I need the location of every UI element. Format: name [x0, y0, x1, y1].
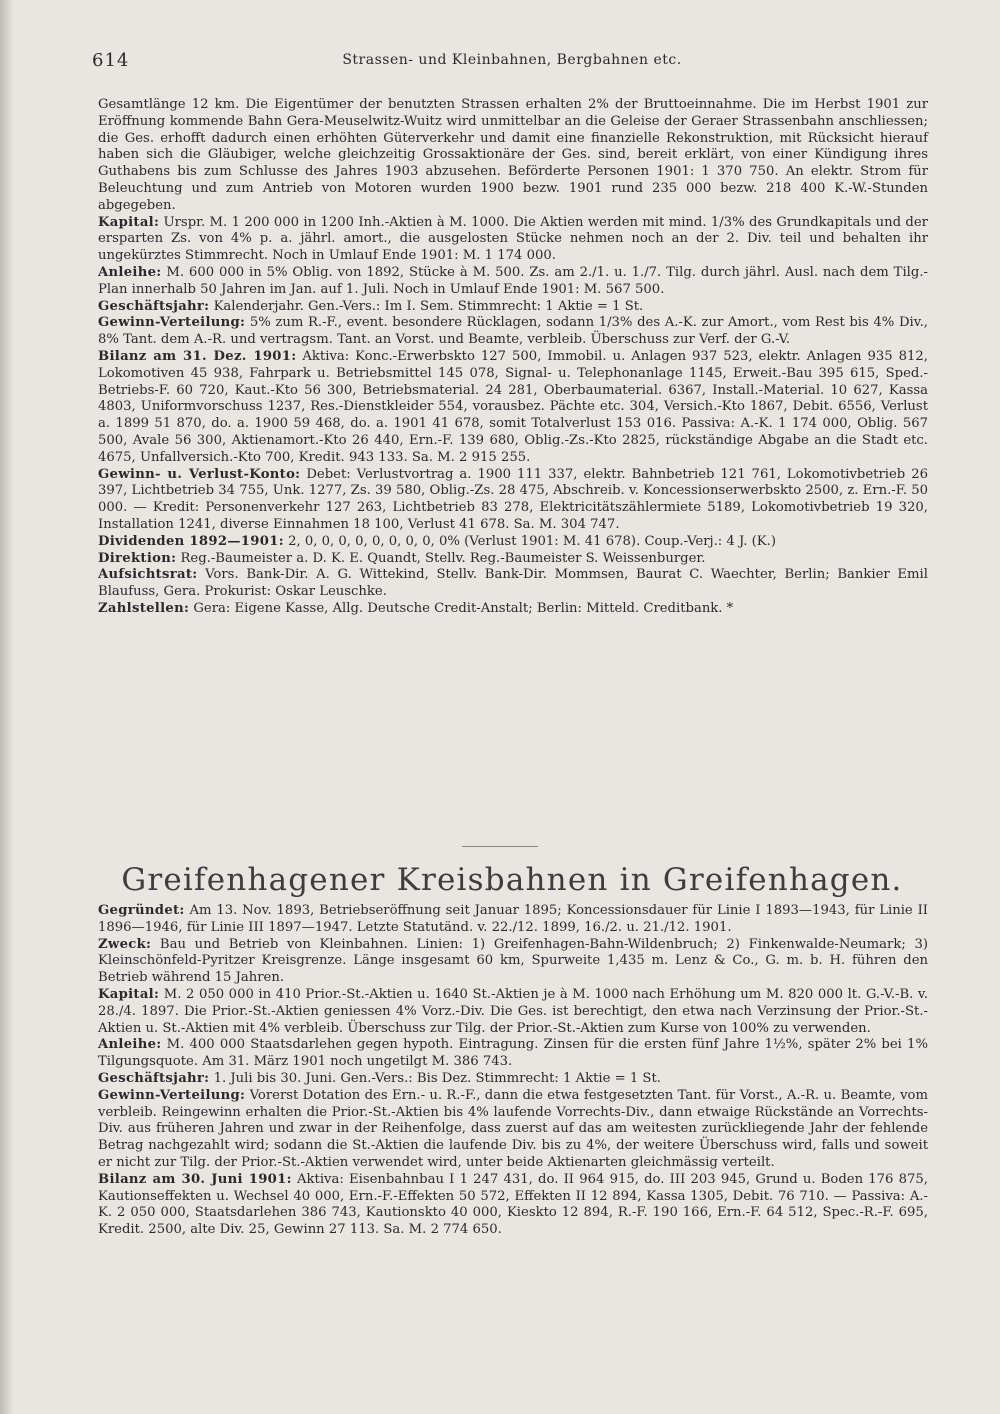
entry-key: Gewinn-Verteilung:: [98, 1087, 246, 1103]
company-heading: Greifenhagener Kreisbahnen in Greifenhagen.: [121, 862, 903, 898]
entry-text: 1. Juli bis 30. Juni. Gen.-Vers.: Bis Dez. Stimmrecht: 1 Aktie = 1 St.: [213, 1070, 661, 1086]
entry-text: Aktiva: Konc.-Erwerbskto 127 500, Immobil. u. Anlagen 937 523, elektr. Anlagen 935 812, Lokomotiven 45 938, Fahrpark u. Betriebsmittel 145 078, Signal- u. Telephonanlage 1145, Erweit.-Bau 395 615, Sped.-Betriebs-F. 60 720, Kaut.-Kto 56 300, Betriebsmaterial. 24 281, Oberbaumaterial. 6367, Install.-Material. 10 627, Kassa 4803, Uniformvorschuss 1237, Res.-Dienstkleider 554, vorausbez. Pächte etc. 304, Versich.-Kto 1867, Debit. 6556, Verlust a. 1899 51 870, do. a. 1900 59 468, do. a. 1901 41 678, somit Totalverlust 153 016. Passiva: A.-K. 1 174 000, Oblig. 567 500, Avale 56 300, Aktienamort.-Kto 26 440, Ern.-F. 139 680, Oblig.-Zs.-Kto 2825, rückständige Abgabe an die Stadt etc. 4675, Unfallversich.-Kto 700, Kredit. 943 133. Sa. M. 2 915 255.: [98, 348, 928, 465]
company-entry-continued: [98, 97, 928, 618]
entry-key: Aufsichtsrat:: [98, 567, 198, 583]
entry-text: Vors. Bank-Dir. A. G. Wittekind, Stellv. Bank-Dir. Mommsen, Baurat C. Waechter, Berlin; Bankier Emil Blaufuss, Gera. Prokurist: Oskar Leuschke.: [98, 567, 928, 600]
entry-key: Zahlstellen:: [98, 600, 190, 616]
entry-key: Geschäftsjahr:: [98, 1070, 210, 1086]
entry-text: Reg.-Baumeister a. D. K. E. Quandt, Stellv. Reg.-Baumeister S. Weissenburger.: [180, 550, 706, 566]
entry-key: Kapital:: [98, 214, 160, 230]
entry-text: 2, 0, 0, 0, 0, 0, 0, 0, 0, 0% (Verlust 1901: M. 41 678). Coup.-Verj.: 4 J. (K.): [288, 533, 776, 549]
entry-key: Dividenden 1892—1901:: [98, 533, 284, 549]
entry-paragraph: [98, 215, 928, 265]
entry-text: M. 600 000 in 5% Oblig. von 1892, Stücke à M. 500. Zs. am 2./1. u. 1./7. Tilg. durch jährl. Ausl. nach dem Tilg.-Plan innerhalb 50 Jahren im Jan. auf 1. Juli. Noch in Umlauf Ende 1901: M. 567 500.: [98, 264, 928, 297]
entry-key: Bilanz am 31. Dez. 1901:: [98, 348, 297, 364]
section-divider: [462, 846, 538, 847]
page-number: 614: [92, 50, 130, 71]
entry-paragraph: [98, 349, 928, 467]
entry-text: 5% zum R.-F., event. besondere Rücklagen, sodann 1/3% des A.-K. zur Amort., vom Rest bis 4% Div., 8% Tant. dem A.-R. und vertragsm. Tant. an Vorst. und Beamte, verbleib. Überschuss zur Verf. der G.-V.: [98, 315, 928, 348]
entry-text: M. 2 050 000 in 410 Prior.-St.-Aktien u. 1640 St.-Aktien je à M. 1000 nach Erhöhung um M. 820 000 lt. G.-V.-B. v. 28./4. 1897. Die Prior.-St.-Aktien geniessen 4% Vorz.-Div. Die Ges. ist berechtigt, den etwa nach Verzinsung der Prior.-St.-Aktien u. St.-Aktien mit 4% verbleib. Überschuss zur Tilg. der Prior.-St.-Aktien zum Kurse von 100% zu verwenden.: [98, 986, 928, 1036]
entry-paragraph: [98, 534, 928, 551]
entry-paragraph: [98, 315, 928, 349]
entry-key: Direktion:: [98, 550, 177, 566]
entry-paragraph: [98, 601, 928, 618]
entry-paragraph: [98, 1071, 928, 1088]
entry-paragraph: [98, 1088, 928, 1172]
entry-paragraph: [98, 551, 928, 568]
entry-paragraph: [98, 1037, 928, 1071]
entry-text: Bau und Betrieb von Kleinbahnen. Linien: 1) Greifenhagen-Bahn-Wildenbruch; 2) Finkenwalde-Neumark; 3) Kleinschönfeld-Pyritzer Kreisgrenze. Länge insgesamt 60 km, Spurweite 1,435 m. Lenz & Co., G. m. b. H. führen den Betrieb während 15 Jahren.: [98, 936, 928, 986]
entry-paragraph: [98, 937, 928, 987]
entry-key: Geschäftsjahr:: [98, 298, 210, 314]
entry-paragraph: [98, 903, 928, 937]
entry-key: Gewinn-Verteilung:: [98, 315, 246, 331]
entry-paragraph: [98, 265, 928, 299]
entry-text: Am 13. Nov. 1893, Betriebseröffnung seit Januar 1895; Koncessionsdauer für Linie I 1893—1943, für Linie II 1896—1946, für Linie III 1897—1947. Letzte Statutänd. v. 22./12. 1899, 16./2. u. 21./12. 1901.: [98, 903, 928, 935]
entry-text: Urspr. M. 1 200 000 in 1200 Inh.-Aktien à M. 1000. Die Aktien werden mit mind. 1/3% des Grundkapitals und der ersparten Zs. von 4% p. a. jährl. amort., die ausgelosten Stücke nehmen noch an der 2. Div. teil und behalten ihr ungekürztes Stimmrecht. Noch in Umlauf Ende 1901: M. 1 174 000.: [98, 214, 928, 264]
entry-key: Gewinn- u. Verlust-Konto:: [98, 466, 301, 482]
entry-paragraph: [98, 299, 928, 316]
entry-key: Bilanz am 30. Juni 1901:: [98, 1171, 292, 1187]
running-title: Strassen- und Kleinbahnen, Bergbahnen etc.: [342, 52, 682, 68]
entry-text: M. 400 000 Staatsdarlehen gegen hypoth. Eintragung. Zinsen für die ersten fünf Jahre 1½%, später 2% bei 1% Tilgungsquote. Am 31. März 1901 noch ungetilgt M. 386 743.: [98, 1037, 928, 1070]
entry-paragraph: [98, 97, 928, 215]
entry-text: Gera: Eigene Kasse, Allg. Deutsche Credit-Anstalt; Berlin: Mitteld. Creditbank. *: [193, 600, 734, 616]
entry-paragraph: [98, 1172, 928, 1239]
company-entry-greifenhagen: [98, 903, 928, 1239]
entry-key: Zweck:: [98, 936, 152, 952]
entry-key: Gegründet:: [98, 903, 185, 918]
entry-key: Anleihe:: [98, 264, 162, 280]
entry-text: Gesamtlänge 12 km. Die Eigentümer der benutzten Strassen erhalten 2% der Bruttoeinnahme. Die im Herbst 1901 zur Eröffnung kommende Bahn Gera-Meuselwitz-Wuitz wird unmittelbar an die Geleise der Geraer Strassenbahn anschliessen; die Ges. erhofft dadurch einen erhöhten Güterverkehr und damit eine finanzielle Rekonstruktion, mit Rücksicht hierauf haben sich die Gläubiger, welche gleichzeitig Grossaktionäre der Ges. sind, bereit erklärt, von einer Kündigung ihres Guthabens bis zum Schlusse des Jahres 1903 abzusehen. Beförderte Personen 1901: 1 370 750. An elektr. Strom für Beleuchtung und zum Antrieb von Motoren wurden 1900 bezw. 1901 rund 235 000 bezw. 218 400 K.-W.-Stunden abgegeben.: [98, 97, 928, 213]
entry-paragraph: [98, 567, 928, 601]
entry-key: Anleihe:: [98, 1037, 162, 1053]
entry-text: Aktiva: Eisenbahnbau I 1 247 431, do. II 964 915, do. III 203 945, Grund u. Boden 176 875, Kautionseffekten u. Wechsel 40 000, Ern.-F.-Effekten 50 572, Effekten II 12 894, Kassa 1305, Debit. 76 710. — Passiva: A.-K. 2 050 000, Staatsdarlehen 386 743, Kautionskto 40 000, Kieskto 12 894, R.-F. 190 166, Ern.-F. 64 512, Spec.-R.-F. 695, Kredit. 2500, alte Div. 25, Gewinn 27 113. Sa. M. 2 774 650.: [98, 1171, 929, 1238]
entry-text: Vorerst Dotation des Ern.- u. R.-F., dann die etwa festgesetzten Tant. für Vorst., A.-R. u. Beamte, vom verbleib. Reingewinn erhalten die Prior.-St.-Aktien bis 4% laufende Vorrechts-Div., dann etwaige Rückstände an Vorrechts-Div. aus früheren Jahren und zwar in der Reihenfolge, dass zuerst auf das am weitesten zurückliegende Jahr der fehlende Betrag nachgezahlt wird; sodann die St.-Aktien die laufende Div. bis zu 4%, der weitere Überschuss wird, falls und soweit er nicht zur Tilg. der Prior.-St.-Aktien verwendet wird, unter beide Aktienarten gleichmässig verteilt.: [98, 1087, 928, 1170]
entry-text: Debet: Verlustvortrag a. 1900 111 337, elektr. Bahnbetrieb 121 761, Lokomotivbetrieb 26 397, Lichtbetrieb 34 755, Unk. 1277, Zs. 39 580, Oblig.-Zs. 28 475, Abschreib. v. Koncessionserwerbskto 2500, z. Ern.-F. 50 000. — Kredit: Personenverkehr 127 263, Lichtbetrieb 83 278, Elektricitätszählermiete 5189, Lokomotivbetrieb 19 320, Installation 1241, diverse Einnahmen 18 100, Verlust 41 678. Sa. M. 304 747.: [98, 466, 928, 532]
entry-text: Kalenderjahr. Gen.-Vers.: Im I. Sem. Stimmrecht: 1 Aktie = 1 St.: [213, 298, 644, 314]
entry-paragraph: [98, 467, 928, 534]
page-header: [92, 50, 932, 74]
entry-paragraph: [98, 987, 928, 1037]
entry-key: Kapital:: [98, 986, 160, 1002]
scan-edge-shadow: [0, 0, 14, 1414]
